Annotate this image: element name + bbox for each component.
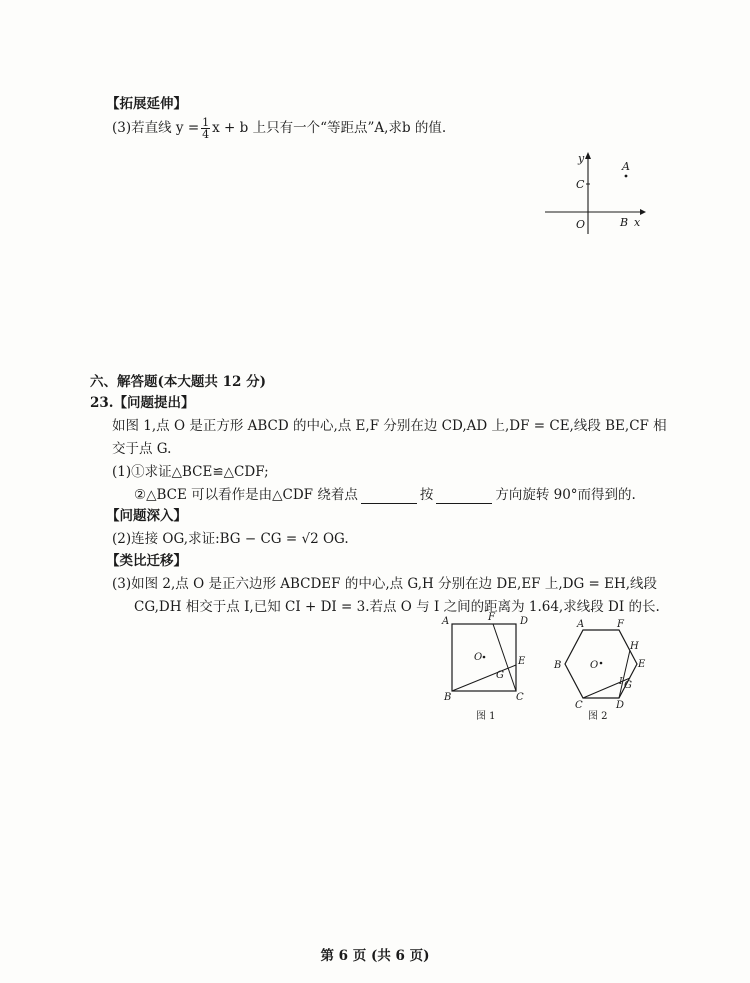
question-3-extension (112, 116, 446, 140)
label-h: H (630, 641, 639, 652)
fraction-numerator: 1 (202, 116, 210, 129)
question-23-heading: 23.【问题提出】 (90, 395, 195, 411)
center-o-dot (600, 662, 603, 665)
coordinate-axes-figure (540, 150, 650, 240)
figure-2-hexagon (548, 612, 652, 724)
label-b: B (554, 660, 562, 671)
question-23-part3-line2: CG,DH 相交于点 I,已知 CI + DI = 3.若点 O 与 I 之间的距离为 1.64,求线段 DI 的长. (134, 599, 660, 615)
part1-b-text-2: 按 (419, 487, 434, 503)
fraction-denominator: 4 (202, 128, 210, 141)
label-e: E (638, 659, 646, 670)
label-a: A (577, 619, 585, 630)
figure-2-caption: 图 2 (588, 711, 608, 722)
label-f: F (617, 619, 624, 630)
part1-b-text-1: ②△BCE 可以看作是由△CDF 绕着点 (134, 487, 358, 503)
question-3-suffix: x + b 上只有一个“等距点”A,求b 的值. (212, 120, 447, 136)
segment-be (452, 665, 516, 691)
deep-heading: 【问题深入】 (106, 508, 187, 524)
question-3-prefix: (3)若直线 y = (112, 120, 200, 136)
center-o-dot (483, 656, 486, 659)
page-footer: 第 6 页 (共 6 页) (320, 948, 430, 964)
label-g: G (496, 670, 504, 681)
figure-1-square (436, 612, 536, 724)
label-e: E (518, 656, 526, 667)
point-a-label: A (622, 160, 630, 173)
label-c: C (516, 692, 524, 703)
point-a-dot (625, 175, 628, 178)
point-b-label: B (620, 216, 629, 229)
x-axis-arrow (640, 209, 646, 215)
label-i: I (619, 677, 623, 687)
label-o: O (474, 652, 483, 663)
blank-rotation-point (361, 487, 417, 504)
analog-heading: 【类比迁移】 (106, 553, 187, 569)
question-23-part2: (2)连接 OG,求证:BG − CG = √2 OG. (112, 531, 349, 547)
blank-rotation-direction (436, 487, 492, 504)
origin-label: O (576, 218, 586, 231)
question-23-intro-line2: 交于点 G. (112, 441, 172, 457)
y-axis-label: y (578, 152, 585, 165)
question-23-part3-line1: (3)如图 2,点 O 是正六边形 ABCDEF 的中心,点 G,H 分别在边 DE,EF 上,DG = EH,线段 (112, 576, 658, 592)
y-axis-arrow (585, 152, 591, 159)
label-a: A (442, 616, 450, 627)
point-c-label: C (576, 178, 585, 191)
x-axis-label: x (634, 216, 641, 229)
extension-heading: 【拓展延伸】 (106, 96, 187, 112)
label-c: C (575, 700, 583, 711)
figure-1-caption: 图 1 (476, 711, 496, 722)
question-23-part1-b (134, 483, 636, 504)
fraction-one-quarter (201, 117, 210, 140)
question-23-part1-a: (1)①求证△BCE≌△CDF; (112, 464, 269, 480)
question-23-intro-line1: 如图 1,点 O 是正方形 ABCD 的中心,点 E,F 分别在边 CD,AD 上,DF = CE,线段 BE,CF 相 (112, 418, 667, 434)
part1-b-text-3: 方向旋转 90°而得到的. (495, 487, 636, 503)
section-six-heading: 六、解答题(本大题共 12 分) (90, 374, 266, 390)
label-b: B (444, 692, 452, 703)
label-f: F (488, 612, 495, 623)
label-d: D (616, 700, 625, 711)
label-d: D (520, 616, 529, 627)
label-o: O (590, 660, 599, 671)
label-g: G (624, 680, 632, 691)
